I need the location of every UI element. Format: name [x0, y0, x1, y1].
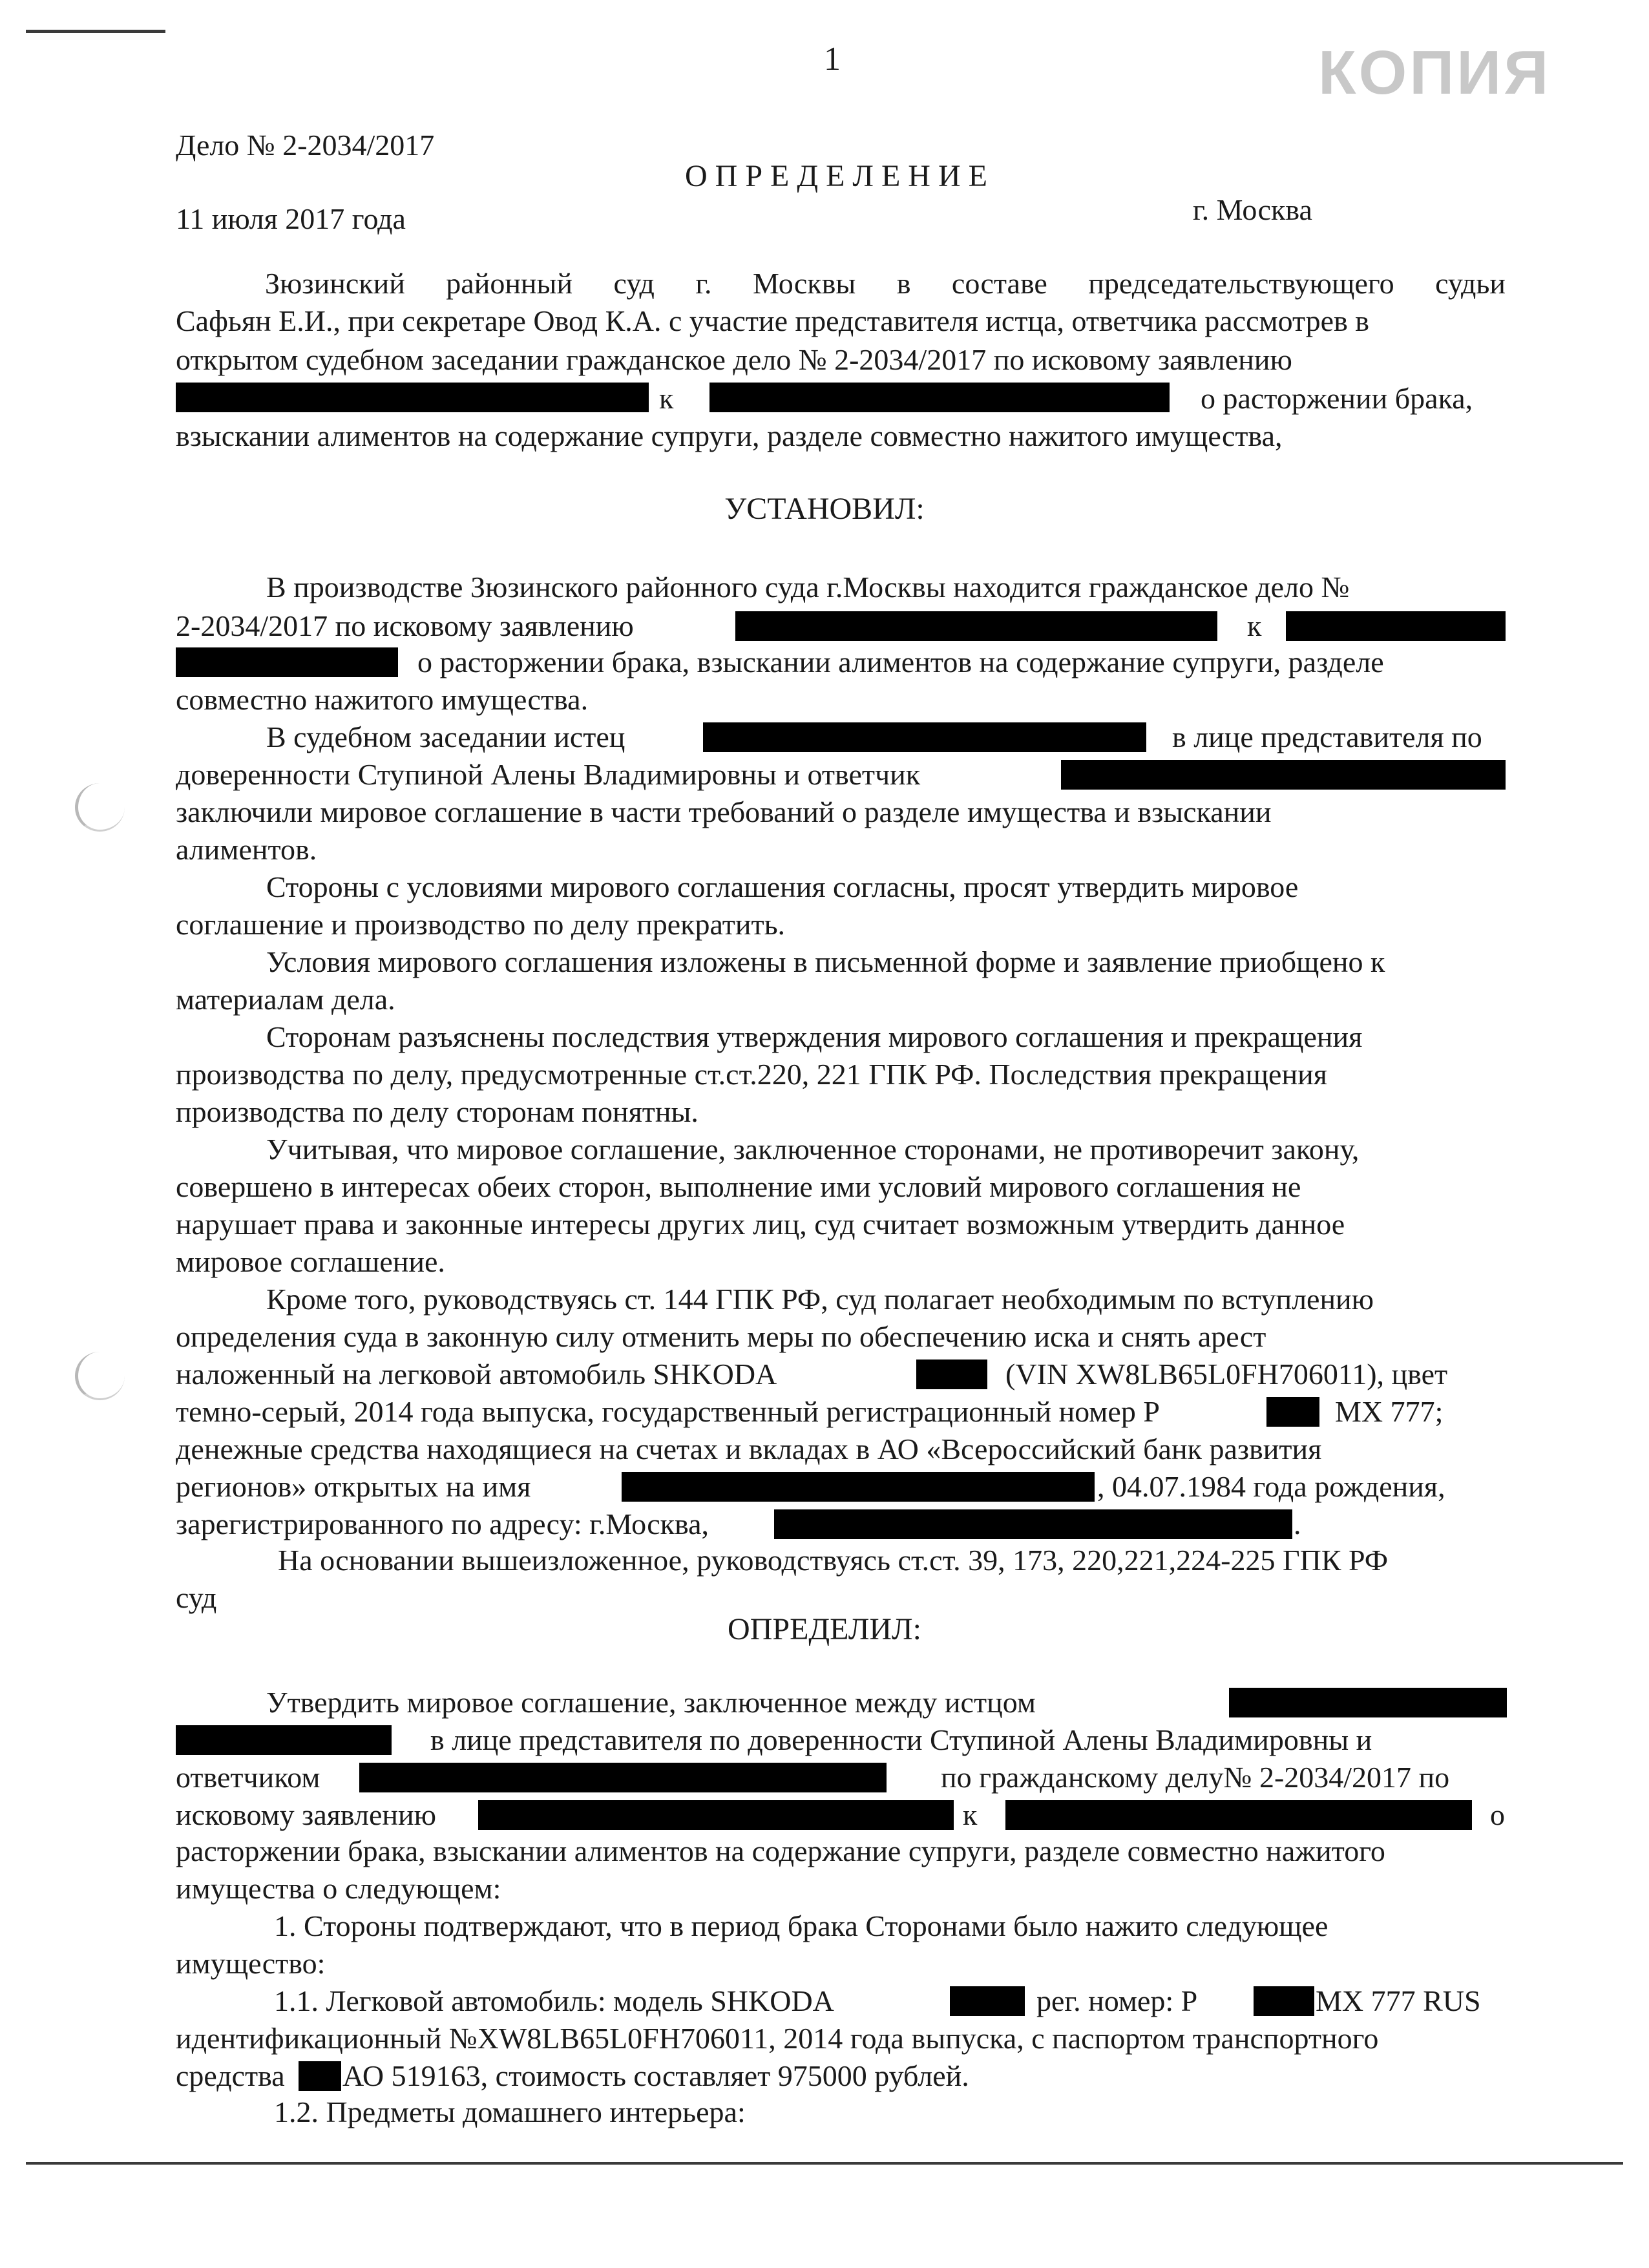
redaction-bar — [176, 383, 649, 412]
text-line: о — [1490, 1798, 1505, 1831]
text-line: В судебном заседании истец — [266, 720, 625, 753]
bottom-margin-line — [26, 2162, 1623, 2165]
list-item: имущество: — [176, 1947, 326, 1980]
text-line: расторжении брака, взыскании алиментов на содержание супруги, разделе совместно нажитого — [176, 1834, 1385, 1867]
page-number: 1 — [824, 41, 841, 78]
text-line: регионов» открытых на имя — [176, 1470, 531, 1503]
text-line: исковому заявлению — [176, 1798, 437, 1831]
text-line: о расторжении брака, взыскании алиментов на содержание супруги, разделе — [417, 646, 1384, 678]
text-line: суд — [176, 1581, 217, 1614]
section-heading-established: УСТАНОВИЛ: — [724, 492, 925, 526]
redaction-bar — [950, 1986, 1025, 2016]
text-line: зарегистрированного по адресу: г.Москва, — [176, 1507, 709, 1540]
redaction-bar — [176, 1725, 392, 1755]
section-heading-decided: ОПРЕДЕЛИЛ: — [728, 1612, 921, 1646]
redaction-bar — [299, 2061, 341, 2091]
text-line: производства по делу, предусмотренные ст.ст.220, 221 ГПК РФ. Последствия прекращения — [176, 1058, 1327, 1091]
redaction-bar — [1266, 1397, 1319, 1427]
top-margin-line — [26, 30, 165, 33]
intro-line: Сафьян Е.И., при секретаре Овод К.А. с участие представителя истца, ответчика рассмотрев в — [176, 304, 1370, 337]
list-item: идентификационный №XW8LB65L0FH706011, 2014 года выпуска, с паспортом транспортного — [176, 2022, 1379, 2055]
document-date: 11 июля 2017 года — [176, 202, 406, 235]
text-line: определения суда в законную силу отменить меры по обеспечению иска и снять арест — [176, 1320, 1266, 1353]
redaction-bar — [1005, 1800, 1472, 1830]
text-line: 2-2034/2017 по исковому заявлению — [176, 609, 634, 642]
list-item: 1.1. Легковой автомобиль: модель SHKODA — [274, 1984, 834, 2017]
text-line: соглашение и производство по делу прекратить. — [176, 908, 786, 941]
text-line: наложенный на легковой автомобиль SHKODA — [176, 1358, 777, 1391]
redaction-bar — [359, 1763, 887, 1792]
list-item: МХ 777 RUS — [1316, 1984, 1481, 2017]
list-item: 1.2. Предметы домашнего интерьера: — [274, 2095, 746, 2128]
text-line: производства по делу сторонам понятны. — [176, 1095, 698, 1128]
redaction-bar — [1061, 760, 1506, 790]
text-line: На основании вышеизложенное, руководствуясь ст.ст. 39, 173, 220,221,224-225 ГПК РФ — [278, 1544, 1389, 1577]
list-item: АО 519163, стоимость составляет 975000 рублей. — [342, 2059, 969, 2092]
document-city: г. Москва — [1193, 193, 1312, 226]
intro-line: открытом судебном заседании гражданское дело № 2-2034/2017 по исковому заявлению — [176, 343, 1292, 376]
intro-line: к — [659, 382, 674, 415]
punch-hole-mark — [75, 783, 125, 832]
redaction-bar — [478, 1800, 954, 1830]
text-line: материалам дела. — [176, 983, 395, 1016]
document-title: О П Р Е Д Е Л Е Н И Е — [685, 159, 987, 193]
text-line: В производстве Зюзинского районного суда г.Москвы находится гражданское дело № — [266, 571, 1350, 604]
text-line: совместно нажитого имущества. — [176, 683, 589, 716]
text-line: в лице представителя по доверенности Ступиной Алены Владимировны и — [430, 1723, 1372, 1756]
intro-line: Зюзинский районный суд г. Москвы в составе председательствующего судьи — [265, 267, 1506, 300]
text-line: темно-серый, 2014 года выпуска, государственный регистрационный номер Р — [176, 1395, 1160, 1428]
list-item: рег. номер: Р — [1036, 1984, 1198, 2017]
text-line: доверенности Ступиной Алены Владимировны и ответчик — [176, 758, 921, 791]
text-line: , 04.07.1984 года рождения, — [1097, 1470, 1445, 1503]
text-line: по гражданскому делу№ 2-2034/2017 по — [941, 1761, 1450, 1794]
redaction-bar — [774, 1509, 1292, 1539]
text-line: алиментов. — [176, 833, 317, 866]
redaction-bar — [622, 1472, 1095, 1502]
redaction-bar — [735, 611, 1217, 641]
text-line: мировое соглашение. — [176, 1245, 445, 1278]
intro-line: о расторжении брака, — [1201, 382, 1473, 415]
text-line: совершено в интересах обеих сторон, выполнение ими условий мирового соглашения не — [176, 1170, 1301, 1203]
redaction-bar — [1286, 611, 1506, 641]
text-line: Утвердить мировое соглашение, заключенное между истцом — [266, 1686, 1036, 1719]
text-line: ответчиком — [176, 1761, 320, 1794]
list-item: 1. Стороны подтверждают, что в период брака Сторонами было нажито следующее — [274, 1909, 1329, 1942]
redaction-bar — [1254, 1986, 1314, 2016]
text-line: заключили мировое соглашение в части требований о разделе имущества и взыскании — [176, 795, 1272, 828]
text-line: имущества о следующем: — [176, 1872, 501, 1905]
text-line: Кроме того, руководствуясь ст. 144 ГПК РФ, суд полагает необходимым по вступлению — [266, 1283, 1374, 1316]
copy-stamp: КОПИЯ — [1318, 38, 1551, 107]
text-line: Условия мирового соглашения изложены в письменной форме и заявление приобщено к — [266, 945, 1385, 978]
list-item: средства — [176, 2059, 285, 2092]
punch-hole-mark — [75, 1352, 125, 1400]
redaction-bar — [176, 647, 398, 677]
case-number: Дело № 2-2034/2017 — [176, 129, 435, 162]
text-line: Стороны с условиями мирового соглашения согласны, просят утвердить мировое — [266, 870, 1299, 903]
text-line: Сторонам разъяснены последствия утверждения мирового соглашения и прекращения — [266, 1020, 1363, 1053]
redaction-bar — [709, 383, 1170, 412]
intro-line: взыскании алиментов на содержание супруги, разделе совместно нажитого имущества, — [176, 419, 1283, 452]
redaction-bar — [703, 722, 1146, 752]
text-line: Учитывая, что мировое соглашение, заключенное сторонами, не противоречит закону, — [266, 1133, 1360, 1166]
redaction-bar — [916, 1360, 987, 1389]
text-line: денежные средства находящиеся на счетах и вкладах в АО «Всероссийский банк развития — [176, 1433, 1322, 1465]
text-line: в лице представителя по — [1172, 720, 1482, 753]
text-line: к — [963, 1798, 978, 1831]
text-line: нарушает права и законные интересы других лиц, суд считает возможным утвердить данное — [176, 1208, 1345, 1241]
text-line: . — [1294, 1507, 1301, 1540]
text-line: МХ 777; — [1335, 1395, 1444, 1428]
redaction-bar — [1229, 1688, 1507, 1717]
text-line: (VIN XW8LB65L0FH706011), цвет — [1005, 1358, 1448, 1391]
text-line: к — [1247, 609, 1262, 642]
